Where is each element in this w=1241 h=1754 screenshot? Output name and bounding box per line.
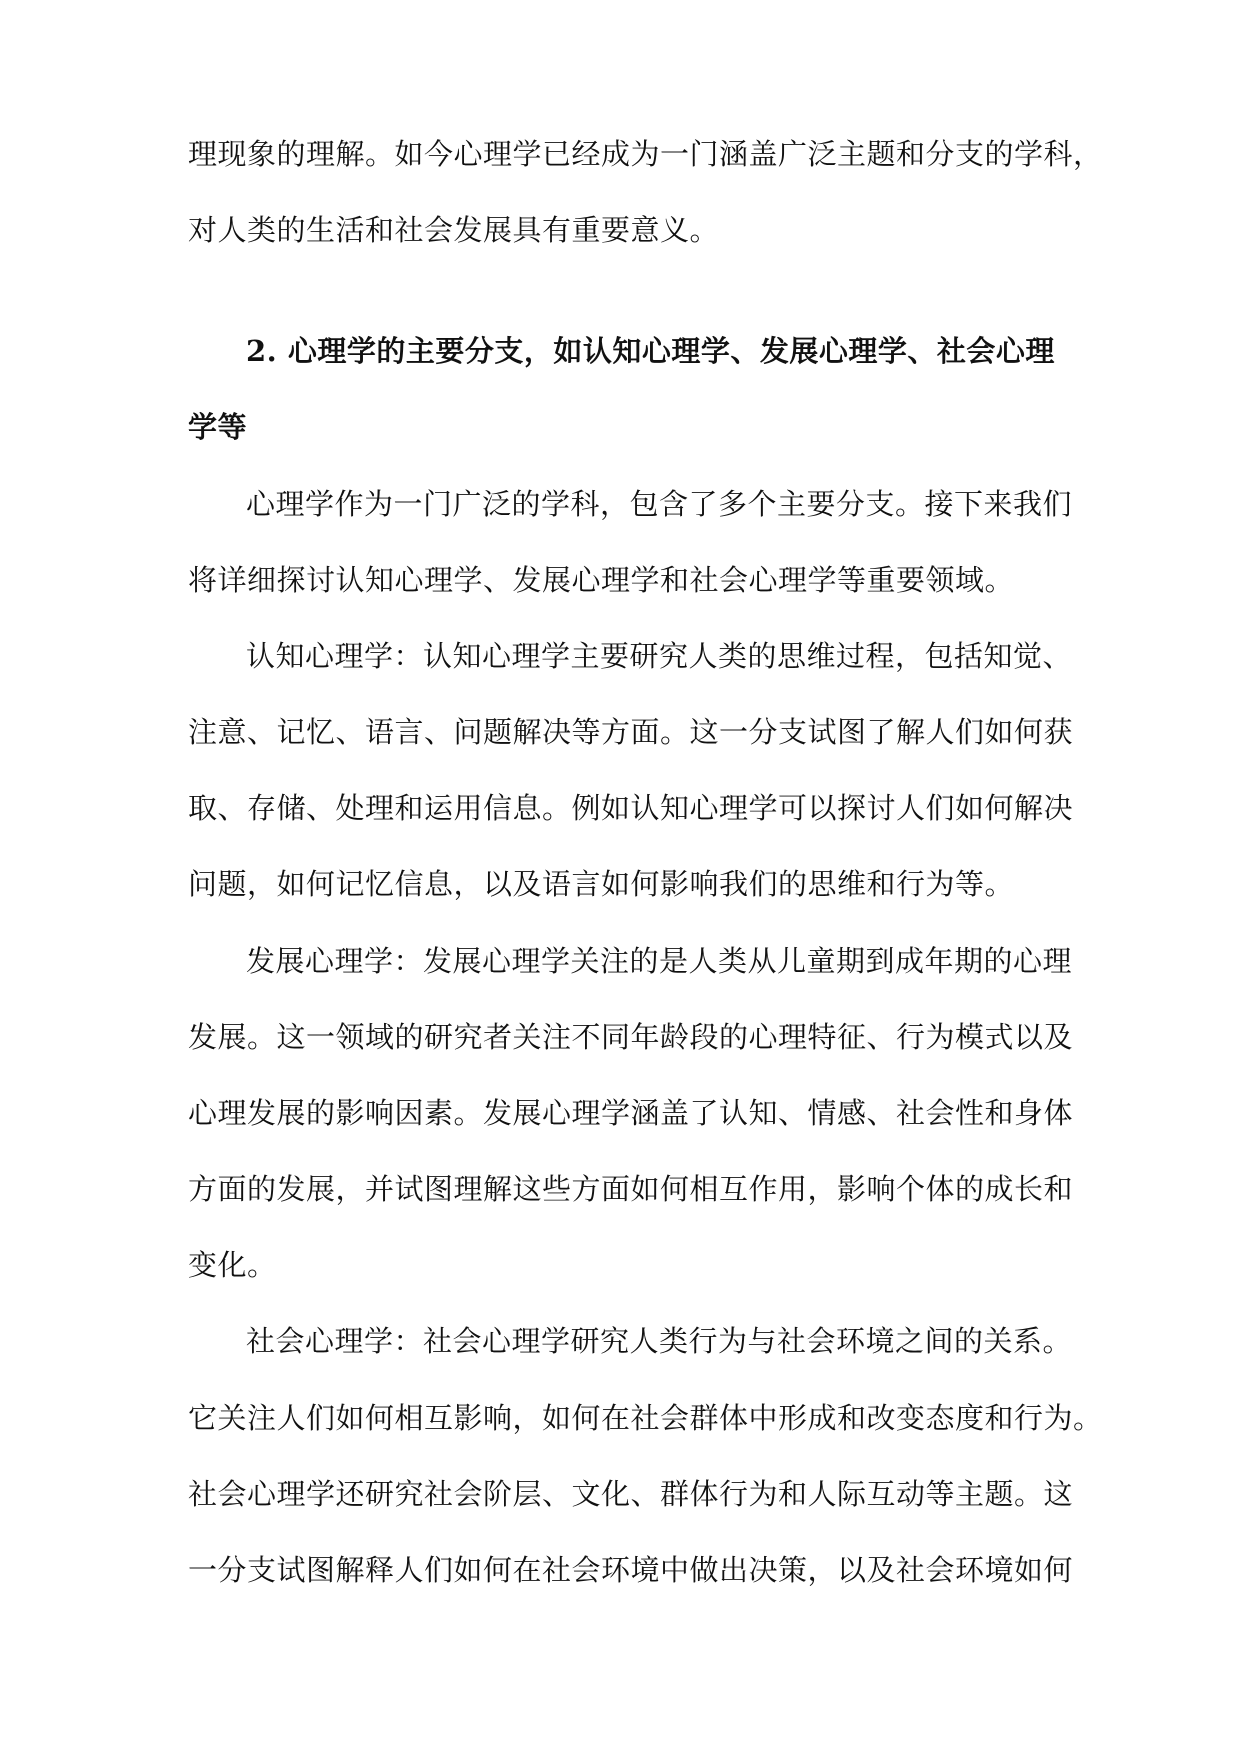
paragraph-line: 对人类的生活和社会发展具有重要意义。 (188, 213, 720, 247)
paragraph-line: 变化。 (188, 1248, 277, 1282)
paragraph-line: 社会心理学还研究社会阶层、文化、群体行为和人际互动等主题。这 (188, 1477, 1074, 1511)
paragraph-line: 发展心理学：发展心理学关注的是人类从儿童期到成年期的心理 (246, 944, 1073, 978)
paragraph-line: 社会心理学：社会心理学研究人类行为与社会环境之间的关系。 (246, 1324, 1073, 1358)
paragraph-line: 心理学作为一门广泛的学科，包含了多个主要分支。接下来我们 (246, 487, 1073, 521)
paragraph-line: 问题，如何记忆信息，以及语言如何影响我们的思维和行为等。 (188, 867, 1015, 901)
paragraph-line: 发展。这一领域的研究者关注不同年龄段的心理特征、行为模式以及 (188, 1020, 1074, 1054)
paragraph-line: 将详细探讨认知心理学、发展心理学和社会心理学等重要领域。 (188, 563, 1015, 597)
paragraph-line: 方面的发展，并试图理解这些方面如何相互作用，影响个体的成长和 (188, 1172, 1074, 1206)
paragraph-line: 注意、记忆、语言、问题解决等方面。这一分支试图了解人们如何获 (188, 715, 1074, 749)
paragraph-line: 理现象的理解。如今心理学已经成为一门涵盖广泛主题和分支的学科， (188, 137, 1103, 171)
paragraph-line: 它关注人们如何相互影响，如何在社会群体中形成和改变态度和行为。 (188, 1401, 1103, 1435)
paragraph-line: 一分支试图解释人们如何在社会环境中做出决策，以及社会环境如何 (188, 1553, 1074, 1587)
paragraph-line: 取、存储、处理和运用信息。例如认知心理学可以探讨人们如何解决 (188, 791, 1074, 825)
paragraph-line: 认知心理学：认知心理学主要研究人类的思维过程，包括知觉、 (246, 639, 1073, 673)
section-heading: 2. 心理学的主要分支，如认知心理学、发展心理学、社会心理 (246, 334, 1055, 368)
section-heading-continued: 学等 (188, 410, 248, 444)
paragraph-line: 心理发展的影响因素。发展心理学涵盖了认知、情感、社会性和身体 (188, 1096, 1074, 1130)
